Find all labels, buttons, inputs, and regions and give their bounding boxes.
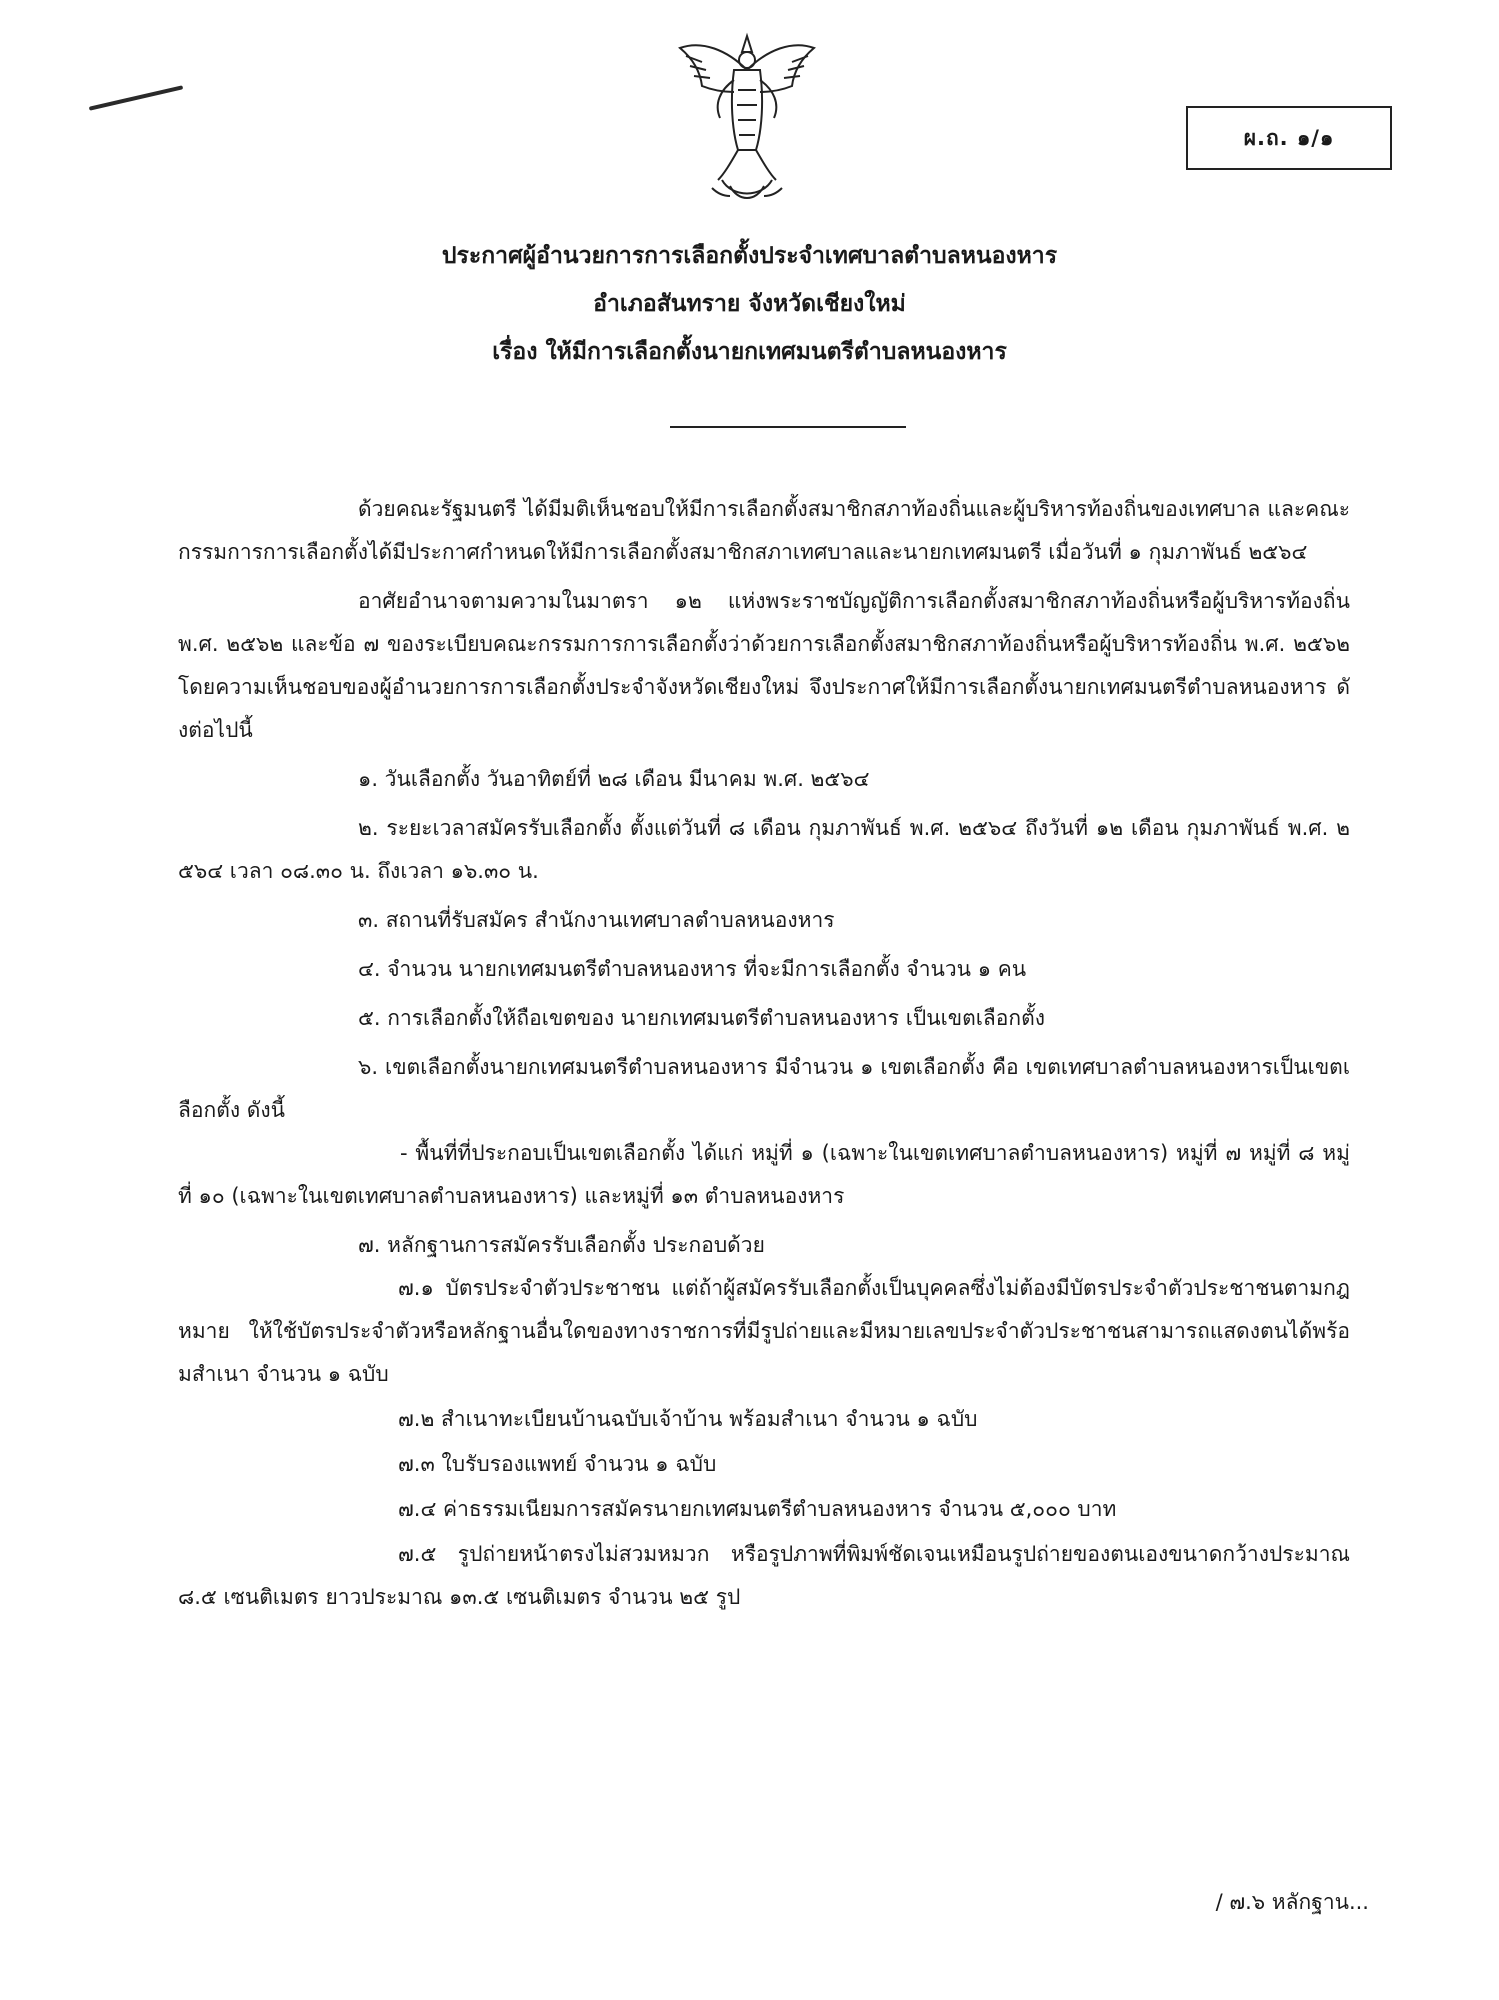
item-6-constituency-detail: ๖. เขตเลือกตั้งนายกเทศมนตรีตำบลหนองหาร มีจำนวน ๑ เขตเลือกตั้ง คือ เขตเทศบาลตำบลหนองหารเป็นเขตเลือกตั้ง ดังนี้ [178, 1055, 1350, 1122]
announcement-body [178, 488, 1350, 1621]
form-code-box [1186, 106, 1392, 170]
title-divider [670, 426, 906, 428]
item-7-1-id-card: ๗.๑ บัตรประจำตัวประชาชน แต่ถ้าผู้สมัครรับเลือกตั้งเป็นบุคคลซึ่งไม่ต้องมีบัตรประจำตัวประชาชนตามกฎหมาย ให้ใช้บัตรประจำตัวหรือหลักฐานอื่นใดของทางราชการที่มีรูปถ่ายและมีหมายเลขประจำตัวประชาชนสามารถแสดงตนได้พร้อมสำเนา จำนวน ๑ ฉบับ [178, 1276, 1350, 1386]
title-line-2: อำเภอสันทราย จังหวัดเชียงใหม่ [593, 291, 906, 317]
form-code: ผ.ถ. ๑/๑ [1243, 125, 1335, 150]
item-4-number-of-seats: ๔. จำนวน นายกเทศมนตรีตำบลหนองหาร ที่จะมีการเลือกตั้ง จำนวน ๑ คน [358, 957, 1027, 981]
page-continuation: / ๗.๖ หลักฐาน... [1215, 1890, 1369, 1914]
item-6-area: - พื้นที่ที่ประกอบเป็นเขตเลือกตั้ง ได้แก่ หมู่ที่ ๑ (เฉพาะในเขตเทศบาลตำบลหนองหาร) หมู่ที่ ๗ หมู่ที่ ๘ หมู่ที่ ๑๐ (เฉพาะในเขตเทศบาลตำบลหนองหาร) และหมู่ที่ ๑๓ ตำบลหนองหาร [178, 1141, 1350, 1208]
announcement-title [0, 232, 1499, 376]
item-3-application-place: ๓. สถานที่รับสมัคร สำนักงานเทศบาลตำบลหนองหาร [358, 908, 835, 932]
stray-pen-mark [89, 85, 183, 110]
item-1-election-date: ๑. วันเลือกตั้ง วันอาทิตย์ที่ ๒๘ เดือน มีนาคม พ.ศ. ๒๕๖๔ [358, 767, 870, 791]
item-7-2-house-registration: ๗.๒ สำเนาทะเบียนบ้านฉบับเจ้าบ้าน พร้อมสำเนา จำนวน ๑ ฉบับ [398, 1407, 978, 1431]
garuda-emblem-icon [672, 30, 822, 206]
item-7-4-fee: ๗.๔ ค่าธรรมเนียมการสมัครนายกเทศมนตรีตำบลหนองหาร จำนวน ๕,๐๐๐ บาท [398, 1497, 1117, 1521]
title-line-3: เรื่อง ให้มีการเลือกตั้งนายกเทศมนตรีตำบลหนองหาร [492, 339, 1007, 365]
item-7-documents: ๗. หลักฐานการสมัครรับเลือกตั้ง ประกอบด้วย [358, 1233, 765, 1257]
item-5-constituency: ๕. การเลือกตั้งให้ถือเขตของ นายกเทศมนตรีตำบลหนองหาร เป็นเขตเลือกตั้ง [358, 1006, 1046, 1030]
item-7-3-medical-certificate: ๗.๓ ใบรับรองแพทย์ จำนวน ๑ ฉบับ [398, 1452, 717, 1476]
item-2-application-period: ๒. ระยะเวลาสมัครรับเลือกตั้ง ตั้งแต่วันที่ ๘ เดือน กุมภาพันธ์ พ.ศ. ๒๕๖๔ ถึงวันที่ ๑๒ เดือน กุมภาพันธ์ พ.ศ. ๒๕๖๔ เวลา ๐๘.๓๐ น. ถึงเวลา ๑๖.๓๐ น. [178, 816, 1350, 883]
item-7-5-photographs: ๗.๕ รูปถ่ายหน้าตรงไม่สวมหมวก หรือรูปภาพที่พิมพ์ชัดเจนเหมือนรูปถ่ายของตนเองขนาดกว้างประมาณ ๘.๕ เซนติเมตร ยาวประมาณ ๑๓.๕ เซนติเมตร จำนวน ๒๕ รูป [178, 1542, 1350, 1609]
paragraph-authority: อาศัยอำนาจตามความในมาตรา ๑๒ แห่งพระราชบัญญัติการเลือกตั้งสมาชิกสภาท้องถิ่นหรือผู้บริหารท้องถิ่น พ.ศ. ๒๕๖๒ และข้อ ๗ ของระเบียบคณะกรรมการการเลือกตั้งว่าด้วยการเลือกตั้งสมาชิกสภาท้องถิ่นหรือผู้บริหารท้องถิ่น พ.ศ. ๒๕๖๒ โดยความเห็นชอบของผู้อำนวยการการเลือกตั้งประจำจังหวัดเชียงใหม่ จึงประกาศให้มีการเลือกตั้งนายกเทศมนตรีตำบลหนองหาร ดังต่อไปนี้ [178, 589, 1350, 742]
title-line-1: ประกาศผู้อำนวยการการเลือกตั้งประจำเทศบาลตำบลหนองหาร [441, 243, 1058, 269]
paragraph-intro: ด้วยคณะรัฐมนตรี ได้มีมติเห็นชอบให้มีการเลือกตั้งสมาชิกสภาท้องถิ่นและผู้บริหารท้องถิ่นของเทศบาล และคณะกรรมการการเลือกตั้งได้มีประกาศกำหนดให้มีการเลือกตั้งสมาชิกสภาเทศบาลและนายกเทศมนตรี เมื่อวันที่ ๑ กุมภาพันธ์ ๒๕๖๔ [178, 497, 1350, 564]
